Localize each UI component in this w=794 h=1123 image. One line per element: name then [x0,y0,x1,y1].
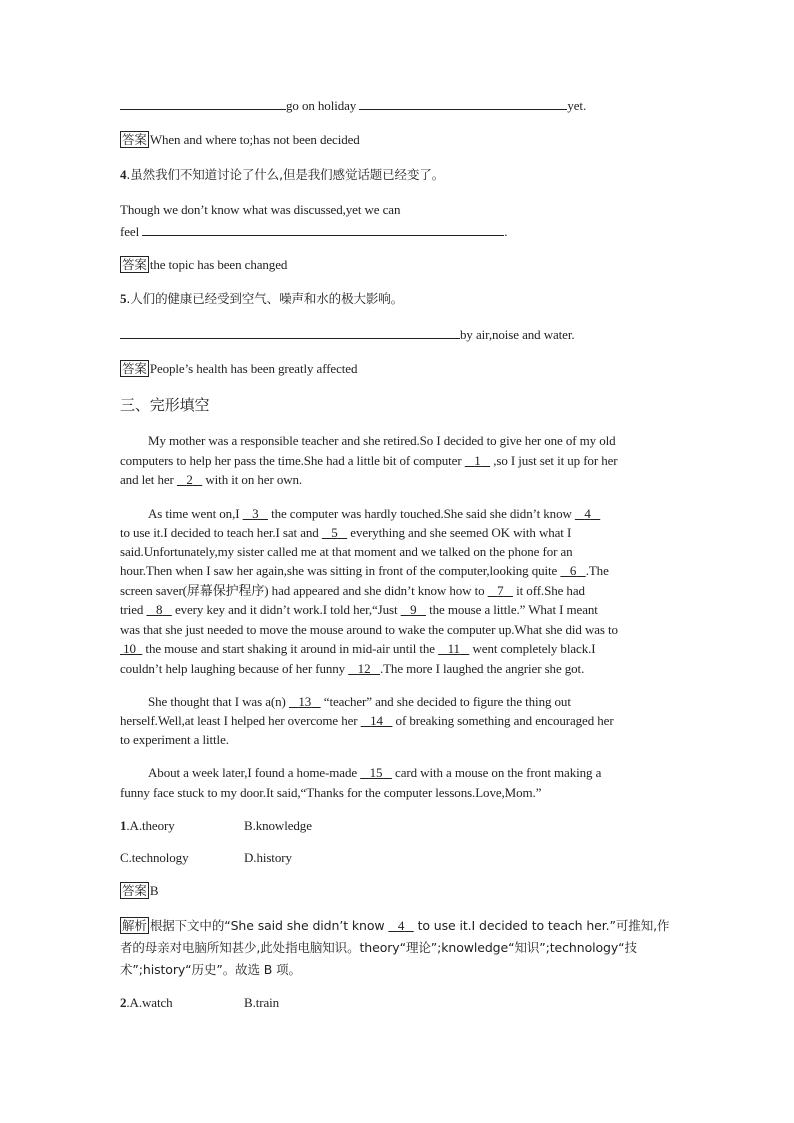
p2-text: to use it.I decided to teach her.I sat and [120,525,322,540]
blank-number: 6 [569,563,577,578]
blank-8 [146,602,171,617]
blank-3 [243,506,268,521]
passage-p2-line-3: said.Unfortunately,my sister called me at that moment and we talked on the phone for an [120,544,573,559]
q4-blank [142,222,504,236]
passage-p3-line-1 [148,693,571,711]
blank-number: 14 [370,713,383,728]
q4-answer-text: the topic has been changed [149,257,288,272]
q4-line-2 [120,222,507,241]
passage-p2-line-5 [120,582,585,600]
blank-number: 10 [123,641,136,656]
mc1-answer [120,882,158,900]
passage-p2-line-8 [120,640,595,658]
q4-prompt-text: .虽然我们不知道讨论了什么,但是我们感觉话题已经变了。 [126,167,445,182]
blank-1 [465,453,490,468]
blank-number: 3 [252,506,259,521]
mc1-analysis-line-3: 术”;history“历史”。故选 B 项。 [120,962,301,977]
analysis-tag: 解析 [122,918,147,933]
passage-p3-line-2 [120,712,614,730]
q5-blank [120,325,460,339]
p4-text: About a week later,I found a home-made [148,765,361,780]
mc1-option-b: B.knowledge [244,818,312,833]
q5-number: 5 [120,291,127,306]
q3-answer [120,131,360,149]
q5-prompt [120,290,403,308]
passage-p4-line-1 [148,764,601,782]
q3-sentence [120,96,586,115]
mc1-option-a: .A.theory [126,818,175,833]
q4-answer [120,256,287,274]
blank-2 [177,472,202,487]
blank-number: 4 [584,506,591,521]
blank-number: 2 [186,472,193,487]
analysis-blank [388,918,413,933]
mc2-options-row-1 [120,994,280,1012]
answer-tag: 答案 [122,257,147,272]
analysis-text: 根据下文中的“She said she didn’t know [149,918,389,933]
mc1-answer-text: B [149,883,159,898]
passage-p1-line-1: My mother was a responsible teacher and she retired.So I decided to give her one of my old [148,433,616,448]
p2-text: couldn’t help laughing because of her funny [120,661,349,676]
passage-p1-line-3 [120,471,302,489]
blank-number: 13 [298,694,312,709]
blank-number: 5 [331,525,338,540]
blank-15 [360,765,392,780]
p2-text: every key and it didn’t work.I told her,“Just [171,602,401,617]
blank-number: 4 [397,918,405,933]
p1-text: ,so I just set it up for her [490,453,618,468]
blank-number: 15 [369,765,383,780]
mc2-number: 2 [120,995,127,1010]
p2-text: went completely black.I [469,641,596,656]
p3-text: “teacher” and she decided to figure the thing out [320,694,571,709]
passage-p2-line-7: was that she just needed to move the mouse around to wake the computer up.What she did was to [120,622,618,637]
q4-line-2-start: feel [120,224,140,239]
q4-line-1: Though we don’t know what was discussed,yet we can [120,202,401,217]
p3-text: She thought that I was a(n) [148,694,289,709]
blank-9 [401,602,426,617]
analysis-text: to use it.I decided to teach her.”可推知,作 [413,918,670,933]
blank-5 [322,525,347,540]
p2-text: the computer was hardly touched.She said she didn’t know [267,506,575,521]
blank-number: 9 [410,602,417,617]
blank-number: 11 [447,641,460,656]
p2-text: tried [120,602,147,617]
p1-text: and let her [120,472,177,487]
passage-p2-line-9 [120,660,584,678]
passage-p2-line-1 [148,505,600,523]
blank-10 [120,641,142,656]
q5-end-text: by air,noise and water. [460,327,575,342]
mc2-option-b: B.train [244,995,280,1010]
passage-p2-line-2 [120,524,571,542]
mc1-analysis-line-2: 者的母亲对电脑所知甚少,此处指电脑知识。theory“理论”;knowledge“知识”;technology“技 [120,940,637,955]
section-title: 三、完形填空 [120,396,210,414]
passage-p1-line-2 [120,452,618,470]
blank-number: 7 [497,583,504,598]
answer-tag: 答案 [122,361,147,376]
mc1-option-d: D.history [244,850,292,865]
q5-sentence [120,325,575,344]
blank-number: 1 [474,453,481,468]
p3-text: of breaking something and encouraged her [392,713,614,728]
p2-text: it off.She had [512,583,585,598]
q4-number: 4 [120,167,127,182]
blank-14 [361,713,393,728]
p2-text: the mouse and start shaking it around in mid-air until the [142,641,439,656]
passage-p3-line-3: to experiment a little. [120,732,229,747]
p2-text: .The more I laughed the angrier she got. [379,661,585,676]
mc1-analysis-line-1 [120,917,669,935]
q3-mid-text: go on holiday [286,98,357,113]
q3-end-text: yet. [567,98,587,113]
p2-text: .The [585,563,609,578]
mc1-option-c: C.technology [120,850,189,865]
q3-answer-text: When and where to;has not been decided [149,132,360,147]
passage-p4-line-2: funny face stuck to my door.It said,“Thanks for the computer lessons.Love,Mom.” [120,785,542,800]
p2-text: hour.Then when I saw her again,she was sitting in front of the computer,looking quite [120,563,561,578]
mc1-options-row-1 [120,817,312,835]
q4-prompt [120,166,444,184]
blank-11 [438,641,469,656]
passage-p2-line-6 [120,601,598,619]
blank-number: 8 [155,602,163,617]
mc2-option-a: .A.watch [126,995,173,1010]
blank-4 [575,506,600,521]
mc1-number: 1 [120,818,127,833]
p2-text: screen saver(屏幕保护程序) had appeared and she didn’t know how to [120,583,488,598]
blank-12 [348,661,380,676]
q5-answer [120,360,357,378]
p1-text: computers to help her pass the time.She had a little bit of computer [120,453,465,468]
blank-13 [289,694,321,709]
p2-text: everything and she seemed OK with what I [347,525,572,540]
q5-prompt-text: .人们的健康已经受到空气、噪声和水的极大影响。 [126,291,404,306]
blank-number: 12 [357,661,371,676]
p2-text: the mouse a little.” What I meant [425,602,598,617]
p1-text: with it on her own. [202,472,303,487]
p3-text: herself.Well,at least I helped her overcome her [120,713,361,728]
p4-text: card with a mouse on the front making a [391,765,602,780]
mc1-options-row-2 [120,849,292,867]
p2-text: As time went on,I [148,506,243,521]
q5-answer-text: People’s health has been greatly affected [149,361,358,376]
blank-6 [560,563,585,578]
q3-blank-1 [120,96,286,110]
q3-blank-2 [359,96,567,110]
answer-tag: 答案 [122,132,147,147]
passage-p2-line-4 [120,562,609,580]
answer-tag: 答案 [122,883,147,898]
blank-7 [488,583,513,598]
q4-line-2-end: . [504,224,508,239]
